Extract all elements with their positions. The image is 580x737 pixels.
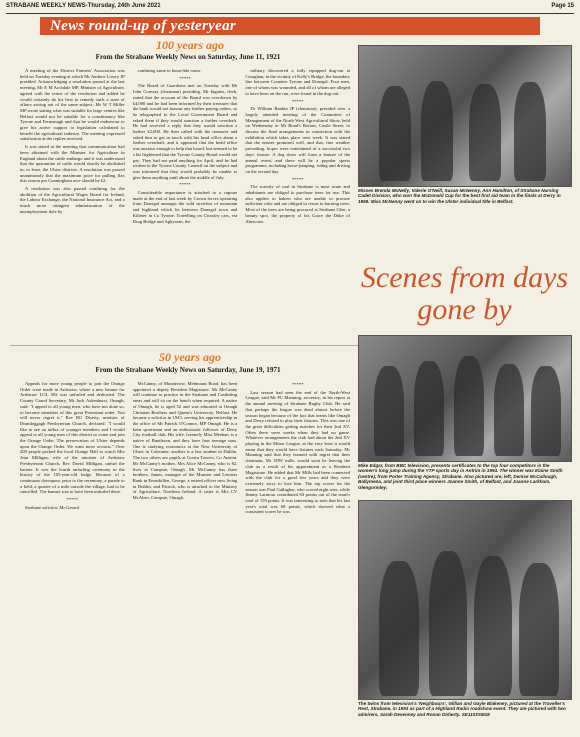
article-paragraph: Considerable importance is attached to a capture made at the end of last week by Crown forces operating from Donegal amongst the wild stretches of mountain and highland which lie between Donegal town and Killeter in Co Tyrone. Travelling on Crossley cars, via Drug Bridge and Aghyaran, the [132,190,238,224]
article-paragraph: The scarcity of coal in Strabane is most acute and inhabitants are obliged to purchase trees for use. This also applies to bakers who are unable to procure sufficient coke and are obliged to resort to burning trees. Most of the trees are being procured at Strabane Glen, a beauty spot, the property of his Grace the Duke of Abercorn. [245,184,351,224]
article-paragraph: A meeting of the District Farmers' Association was held on Tuesday evening at which Mr Andrew Lowry JP presided. Acknowledging a resolution passed at the last meeting, Mr E M Archdale MP, Minister of Agriculture, agreed with the terms of the resolution and added he would certainly do his best to remedy such a state of affairs arising out of the same subject. Mr W T Miller MP wrote stating what was suitable for large centres like Belfast would not be suitable for a constituency like Tyrone and Fermanagh and that he would endeavour to give his active support to legislation calculated to benefit the agricultural industry. The meeting expressed satisfaction at the replies received. [20,68,125,142]
photo-figure [374,366,404,456]
section2-col3 [245,381,350,731]
photo-figure [414,361,444,456]
article-paragraph: Dr William Rankin JP (chairman), presided over a largely attended meeting of the Committee of Management of the North West Agricultural Show, held on Wednesday in Mr Bond's Rooms, Castle Street, to discuss the final arrangements in connection with the exhibition which takes place next week. It was stated that the entries promised well, and that, fine weather prevailing, hopes were entertained of a successful two days' fixture. A dog show will form a feature of the annual event, and there will be a popular sports programme, including horse-jumping, riding and driving on the second day. [245,106,351,174]
photo-figure [514,82,546,181]
photo-caption: Mike Edgar, from BBC television, presents certificates to the top four competitors in the women's long jump during the YTP sports day in Antrim in 1994. The winner was Elaine Smith (centre), from Porter Training Agency, Strabane. Also pictured are, left, Denise McCullough, Ballymena, and joint third place winners Joanne Smith, of Belfast, and Joanne Larkham, Glengormley. [358,463,563,490]
section1-columns [20,68,350,336]
masthead-bar [6,3,574,14]
section1-col1 [20,68,125,336]
section1-col2 [133,68,238,336]
photo-figure [421,81,453,181]
photo-figure [429,551,467,696]
article-paragraph: It was stated at the meeting that communication had been obtained with the Minister for Agriculture in England about the cattle embargo and it was understood that the quarantine of cattle would shortly be abolished in, or least, the Ulster districts. A resolution was passed unanimously that the maximum price for pulling flax this season per Cunningham acre should be £2. [20,144,125,184]
photo-sports-day [358,335,572,462]
section2-title: 50 years ago [159,350,221,364]
photo-caption: The twins from television's 'Neighbours', Gillian and Gayle Blakeney, pictured at the Traveller's Rest, Strabane, in 1993 as part of a Highland Radio roadshow event. They are pictured with two admirers, Sarah Devenney and Ronan Doherty. SE1103SM18 [358,701,566,717]
photo-caption: Misses Brenda McNelly, Valerie O'Neill, Susan McNenny, Ann Hamilton, of Strabane Nursing Cadet Division, who won the McDonald Cup for the best first aid team in the finals at Derry in 1969. Miss McNenny went on to win the Ulster individual title in Belfast. [358,188,561,204]
photo-neighbours-twins [358,500,572,700]
photo-nursing-cadets [358,45,572,187]
photo-figure [454,356,484,456]
article-paragraph: Last season had seen the end of the North-West League, said Mr PC Manning, secretary, in his report at the annual meeting of Strabane Rugby Club. He said that perhaps the league was dead almost before the season began because of the fact that teams like Omagh and Derry refused to play their fixtures. This was one of the great difficulties getting matches for their 2nd XV. Often there were weeks when they had no game. Whatever arrangements the club had about the 2nd XV playing in the Minor League, at the very least it would mean that they would have fixtures each Saturday, Mr Manning said that they learned with regret that their chairman, Mr JDW mills, would soon be leaving the club as a result of his appointment as a Resident Magistrate. He added that Mr Mills had been connected with the club for a good few years and they were extremely sorry to lose him. The top scorer for the season was Paul Gallagher, who scored eight tries, while Jimmy Larmour contributed 63 points out of the team's total of 159 points. It was interesting to note that his last year's total was 68 points, which showed what a consistent scorer he was. [245,389,351,515]
section2-col2 [133,381,238,731]
section2-subtitle: From the Strabane Weekly News on Saturday, June 19, 1971 [95,366,281,374]
photo-figure [531,366,561,456]
photo-figure [474,556,512,696]
photo-figure [469,84,501,181]
article-paragraph: McCanny, of Mountview, Melmount Road, has been appointed a deputy Resident Magistrate. Mr McCanny will continue to practice in the Strabane and Castlederg areas and will sit on the bench when required. A native of Omagh, he is aged 52 and was educated at Omagh Christian Brothers and Queen's University, Belfast. He became a solicitor in 1943, serving his apprenticeship in the office of Mr Patrick O'Connor, MP Omagh. He is a keen sportsman and an enthusiastic follower of Derry City football club. His wife, formerly Miss Meehan, is a native of Bundoran, and they have four teenage sons. One is studying economics at the New University of Ulster in Coleraine, another is a law student in Dublin. The two others are pupils at Gortin Towers, Co Antrim. Mr McCanny's mother, Mrs Alice McCanny, who is 82, lives at Campsie, Omagh. Mr McCanny has three brothers, James, manager of the Munster and Leinster Bank in Enniskillen, George, a retired officer now living in Dublin, and Patrick, who is attached to the Ministry of Agriculture, Northern Ireland. A sister is Mrs CV McAleer, Campsie, Omagh. [132,381,238,501]
article-paragraph: A resolution was also passed confining for the abolition of the Agricultural Wages Board for Ireland, the Labour Exchange, the National Insurance Act, and a much more stringent administration of the unemployment dole by [20,186,125,214]
page-number: Page 15 [551,3,574,9]
article-paragraph: The Board of Guardians met on Tuesday with Mr John Conway (chairman) presiding. Mr Ingram, clerk, stated that the account of the Board was overdrawn by £4,000 and he had been informed by their treasurer that the bank would not honour any further paying orders, so he telegraphed to the Local Government Board and asked them if they would sanction a further overdraft. He had received a reply that they would sanction a further £2,000. He then called with the treasurer and asked him to get in touch with his head office about a further overdraft, and it appeared that the head office was anxious enough to help that board, but seemed to be a bit frightened that the Tyrone County Board would not pay. They had not paid anything for April, and he had written to the Tyrone County Council on the subject and was informed that they would probably be unable to give them anything until about the middle of July. [132,83,238,180]
separator-stars: ***** [179,75,191,81]
article-paragraph: military discovered a fully equipped dug-out at Croaghan, in the vicinity of Kelly's Bridge, the boundary line between Counties Tyrone and Donegal. Four men, one of whom was wounded, and all of whom are alleged to have been on the run, were found in the dug-out. [245,68,351,96]
scenes-heading: Scenes from days gone by [360,261,569,326]
article-paragraph: Strabane solicitor, Mr Gerard [25,504,79,510]
separator-stars: ***** [66,497,79,503]
article-paragraph: Appeals for more young people to join the Orange Order were made in Ardstraw, where a new banner for Ardstraw LOL 502 was unfurled and dedicated. The County Grand Secretary, Mr Jack Ashenhurst, Omagh, said: "I appeal to all young men, who have not done so, to become members of this great Protestant order. You will never regret it." Rev RG Diserty, minister of Drumleggagh Presbyterian Church, declared: "I would like to see an influx of younger members and I would appeal to all young men of this district to come and join the Orange Order. The preservation of Ulster depends upon the Orange Order. We want more recruits." Over 200 people packed the local Orange Hall to watch Mrs Jean Milligan, wife of the minister of Ardstraw Presbyterian Church, Rev David Milligan, unfurl the banner. It was the fourth unfurling ceremony in the history of the 105-year-old lodge. Because of a continuous downpour, prior to the ceremony, a parade to a field, a quarter of a mile outside the village, had to be cancelled. The banner was to have been unfurled there. [20,381,125,495]
section2-col1 [20,381,125,731]
photo-figure [494,364,524,456]
separator-stars: ***** [291,176,304,182]
masthead: STRABANE WEEKLY NEWS-Thursday, 24th June 2021 [6,3,161,9]
photo-figure [379,86,411,181]
page-banner: News round-up of yesteryear [40,17,540,35]
separator-stars: ***** [291,382,304,387]
section1-title: 100 years ago [156,38,224,52]
section1-subtitle: From the Strabane Weekly News on Saturday, June 11, 1921 [95,53,281,61]
photo-figure [519,563,559,696]
separator-stars: ***** [291,98,304,104]
photo-figure [379,561,419,696]
section1-col3 [245,68,350,336]
article-paragraph: confining same to bona-fide cases. [137,68,202,73]
separator-stars: ***** [179,182,191,188]
section2-columns [20,381,350,731]
